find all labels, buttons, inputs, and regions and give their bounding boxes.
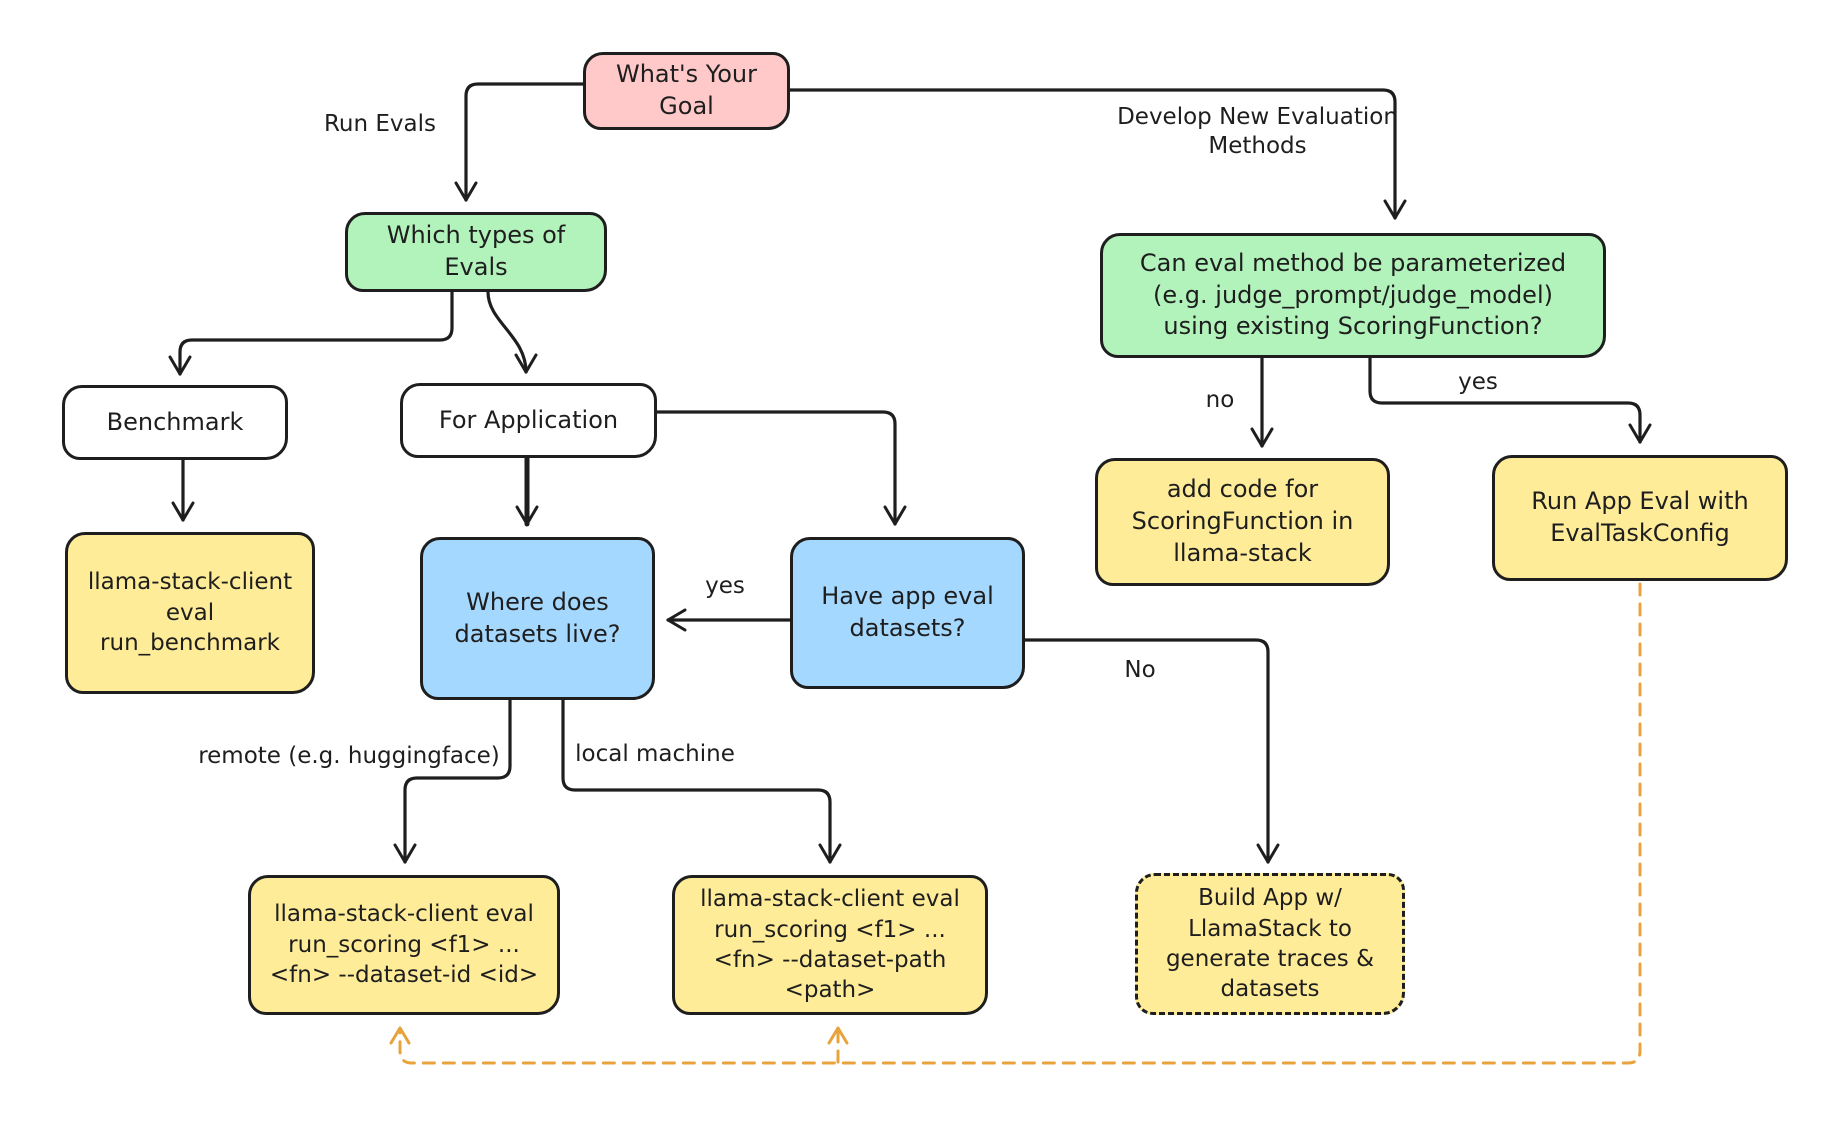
edge-label-no-capital: No xyxy=(1124,657,1156,683)
node-where-does-datasets-live xyxy=(420,537,655,700)
node-benchmark-label: Benchmark xyxy=(106,407,244,436)
node-add-code-for-scoringfunction xyxy=(1095,458,1390,586)
node-build-app-with-llamastack-label: Build App w/ LlamaStack to generate traces & datasets xyxy=(1165,885,1375,1003)
edge-where-datasets-to-run-scoring-id xyxy=(405,700,510,862)
node-run-benchmark-command-label: llama-stack-client eval run_benchmark xyxy=(87,569,293,657)
node-add-code-for-scoringfunction-label: add code for ScoringFunction in llama-stack xyxy=(1131,475,1354,567)
node-run-app-eval-with-evaltaskconfig xyxy=(1492,455,1788,581)
node-which-types-of-evals-label: Which types of Evals xyxy=(386,221,566,281)
edge-label-yes-mid: yes xyxy=(705,573,745,599)
edge-label-remote-huggingface: remote (e.g. huggingface) xyxy=(198,743,500,769)
edge-label-no: no xyxy=(1205,387,1235,413)
node-benchmark xyxy=(62,385,288,460)
edge-goal-to-which-types xyxy=(466,84,583,200)
node-run-scoring-dataset-id-command-label: llama-stack-client eval run_scoring <f1> ... <fn> --dataset-id <id> xyxy=(269,901,539,989)
edge-label-yes-right: yes xyxy=(1458,369,1498,395)
node-have-app-eval-datasets-label: Have app eval datasets? xyxy=(821,582,994,642)
node-build-app-with-llamastack xyxy=(1135,873,1405,1015)
edge-which-types-to-for-application xyxy=(488,292,526,372)
node-run-scoring-dataset-path-command xyxy=(672,875,988,1015)
node-for-application xyxy=(400,383,657,458)
node-where-does-datasets-live-label: Where does datasets live? xyxy=(454,587,621,648)
edge-label-develop-new-evaluation-methods: Develop New Evaluation Methods xyxy=(1117,104,1398,159)
node-run-scoring-dataset-path-command-label: llama-stack-client eval run_scoring <f1> ... <fn> --dataset-path <path> xyxy=(700,886,960,1004)
edge-where-datasets-to-run-scoring-path xyxy=(563,700,830,862)
node-can-eval-method-be-parameterized xyxy=(1100,233,1606,358)
node-have-app-eval-datasets xyxy=(790,537,1025,689)
node-whats-your-goal xyxy=(583,52,790,130)
node-run-app-eval-with-evaltaskconfig-label: Run App Eval with EvalTaskConfig xyxy=(1531,487,1749,547)
node-can-eval-method-be-parameterized-label: Can eval method be parameterized (e.g. judge_prompt/judge_model) using existing ScoringFunction? xyxy=(1139,248,1567,341)
edge-label-run-evals: Run Evals xyxy=(323,111,437,137)
edge-for-application-to-have-datasets xyxy=(657,412,895,524)
node-for-application-label: For Application xyxy=(438,405,619,434)
node-which-types-of-evals xyxy=(345,212,607,292)
node-run-scoring-dataset-id-command xyxy=(248,875,560,1015)
node-run-benchmark-command xyxy=(65,532,315,694)
edge-label-local-machine: local machine xyxy=(575,741,735,767)
edge-which-types-to-benchmark xyxy=(180,292,452,374)
node-whats-your-goal-label: What's Your Goal xyxy=(615,60,758,120)
